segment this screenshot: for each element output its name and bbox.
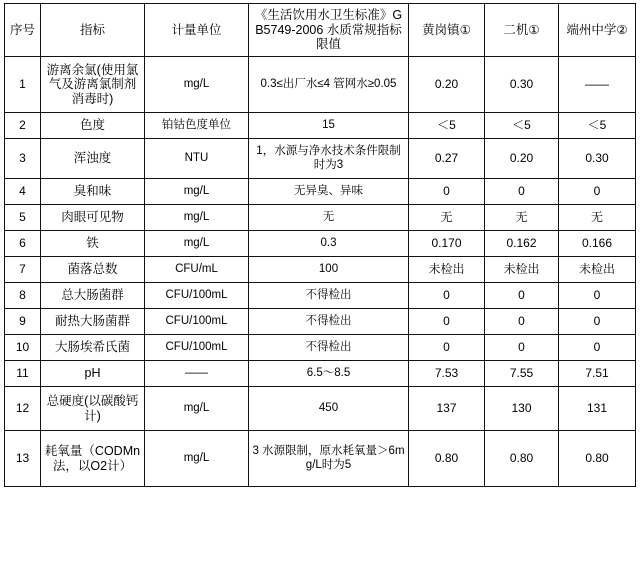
row-unit: mg/L bbox=[145, 179, 249, 205]
row-index: 5 bbox=[5, 205, 41, 231]
row-limit: 无异臭、异味 bbox=[249, 179, 409, 205]
row-value-erji: 0 bbox=[485, 309, 559, 335]
table-body bbox=[5, 57, 636, 487]
row-value-duanzhou: 0 bbox=[559, 283, 636, 309]
row-index: 9 bbox=[5, 309, 41, 335]
row-indicator: 菌落总数 bbox=[41, 257, 145, 283]
row-value-huanggangzhen: 0 bbox=[409, 335, 485, 361]
row-indicator: 耐热大肠菌群 bbox=[41, 309, 145, 335]
row-limit: 1，水源与净水技术条件限制时为3 bbox=[249, 139, 409, 179]
row-value-huanggangzhen: 0.80 bbox=[409, 431, 485, 487]
row-value-huanggangzhen: 0 bbox=[409, 309, 485, 335]
row-value-erji: 0.20 bbox=[485, 139, 559, 179]
row-index: 11 bbox=[5, 361, 41, 387]
row-value-erji: 0 bbox=[485, 335, 559, 361]
row-limit: 无 bbox=[249, 205, 409, 231]
row-value-huanggangzhen: 0 bbox=[409, 179, 485, 205]
row-value-huanggangzhen: 0.170 bbox=[409, 231, 485, 257]
row-limit: 不得检出 bbox=[249, 309, 409, 335]
header-site-erji: 二机① bbox=[485, 4, 559, 57]
row-value-duanzhou: 131 bbox=[559, 387, 636, 431]
row-index: 13 bbox=[5, 431, 41, 487]
row-limit: 0.3 bbox=[249, 231, 409, 257]
row-unit: mg/L bbox=[145, 205, 249, 231]
header-index: 序号 bbox=[5, 4, 41, 57]
table-row bbox=[5, 387, 636, 431]
row-index: 4 bbox=[5, 179, 41, 205]
row-unit: mg/L bbox=[145, 431, 249, 487]
row-limit: 不得检出 bbox=[249, 283, 409, 309]
table-row bbox=[5, 231, 636, 257]
row-value-duanzhou: —— bbox=[559, 57, 636, 113]
row-indicator: 臭和味 bbox=[41, 179, 145, 205]
row-value-duanzhou: 无 bbox=[559, 205, 636, 231]
row-unit: CFU/100mL bbox=[145, 309, 249, 335]
header-row bbox=[5, 4, 636, 57]
row-value-erji: 0.80 bbox=[485, 431, 559, 487]
row-indicator: 色度 bbox=[41, 113, 145, 139]
row-value-huanggangzhen: 未检出 bbox=[409, 257, 485, 283]
row-indicator: 浑浊度 bbox=[41, 139, 145, 179]
water-quality-table bbox=[4, 3, 636, 487]
table-row bbox=[5, 361, 636, 387]
row-index: 3 bbox=[5, 139, 41, 179]
row-value-erji: 130 bbox=[485, 387, 559, 431]
table-row bbox=[5, 283, 636, 309]
row-limit: 0.3≤出厂水≤4 管网水≥0.05 bbox=[249, 57, 409, 113]
row-value-erji: 0.30 bbox=[485, 57, 559, 113]
row-value-huanggangzhen: 无 bbox=[409, 205, 485, 231]
table-row bbox=[5, 257, 636, 283]
row-value-huanggangzhen: ＜5 bbox=[409, 113, 485, 139]
row-indicator: 大肠埃希氏菌 bbox=[41, 335, 145, 361]
row-value-duanzhou: 0.166 bbox=[559, 231, 636, 257]
row-indicator: 游离余氯(使用氯气及游离氯制剂消毒时) bbox=[41, 57, 145, 113]
table-row bbox=[5, 309, 636, 335]
row-unit: mg/L bbox=[145, 231, 249, 257]
row-value-duanzhou: 0 bbox=[559, 179, 636, 205]
row-indicator: 肉眼可见物 bbox=[41, 205, 145, 231]
row-index: 8 bbox=[5, 283, 41, 309]
row-value-duanzhou: 0 bbox=[559, 309, 636, 335]
row-value-huanggangzhen: 137 bbox=[409, 387, 485, 431]
row-index: 2 bbox=[5, 113, 41, 139]
row-value-duanzhou: ＜5 bbox=[559, 113, 636, 139]
row-unit: CFU/100mL bbox=[145, 283, 249, 309]
row-value-duanzhou: 7.51 bbox=[559, 361, 636, 387]
table-row bbox=[5, 57, 636, 113]
row-value-erji: 0 bbox=[485, 179, 559, 205]
row-value-duanzhou: 0.30 bbox=[559, 139, 636, 179]
header-site-huanggangzhen: 黄岗镇① bbox=[409, 4, 485, 57]
table-row bbox=[5, 113, 636, 139]
row-value-huanggangzhen: 0 bbox=[409, 283, 485, 309]
row-value-erji: ＜5 bbox=[485, 113, 559, 139]
table-header bbox=[5, 4, 636, 57]
row-value-huanggangzhen: 0.20 bbox=[409, 57, 485, 113]
row-limit: 450 bbox=[249, 387, 409, 431]
row-indicator: 总大肠菌群 bbox=[41, 283, 145, 309]
row-unit: CFU/100mL bbox=[145, 335, 249, 361]
row-value-duanzhou: 0 bbox=[559, 335, 636, 361]
row-index: 7 bbox=[5, 257, 41, 283]
row-limit: 3 水源限制，原水耗氧量＞6mg/L时为5 bbox=[249, 431, 409, 487]
row-value-duanzhou: 未检出 bbox=[559, 257, 636, 283]
row-value-erji: 7.55 bbox=[485, 361, 559, 387]
row-limit: 6.5～8.5 bbox=[249, 361, 409, 387]
row-unit: NTU bbox=[145, 139, 249, 179]
row-indicator: pH bbox=[41, 361, 145, 387]
header-unit: 计量单位 bbox=[145, 4, 249, 57]
row-index: 6 bbox=[5, 231, 41, 257]
row-indicator: 总硬度(以碳酸钙计) bbox=[41, 387, 145, 431]
row-value-huanggangzhen: 0.27 bbox=[409, 139, 485, 179]
row-index: 10 bbox=[5, 335, 41, 361]
row-indicator: 铁 bbox=[41, 231, 145, 257]
row-limit: 100 bbox=[249, 257, 409, 283]
row-unit: mg/L bbox=[145, 387, 249, 431]
row-indicator: 耗氧量（CODMn法，以O2计） bbox=[41, 431, 145, 487]
header-site-duanzhou-middle-school: 端州中学② bbox=[559, 4, 636, 57]
header-standard-limit: 《生活饮用水卫生标准》GB5749-2006 水质常规指标限值 bbox=[249, 4, 409, 57]
row-value-huanggangzhen: 7.53 bbox=[409, 361, 485, 387]
header-indicator: 指标 bbox=[41, 4, 145, 57]
row-index: 1 bbox=[5, 57, 41, 113]
row-limit: 不得检出 bbox=[249, 335, 409, 361]
table-row bbox=[5, 205, 636, 231]
row-unit: CFU/mL bbox=[145, 257, 249, 283]
row-value-erji: 未检出 bbox=[485, 257, 559, 283]
table-row bbox=[5, 335, 636, 361]
row-value-erji: 0.162 bbox=[485, 231, 559, 257]
row-unit: —— bbox=[145, 361, 249, 387]
table-row bbox=[5, 179, 636, 205]
row-unit: 铂钴色度单位 bbox=[145, 113, 249, 139]
row-value-duanzhou: 0.80 bbox=[559, 431, 636, 487]
row-limit: 15 bbox=[249, 113, 409, 139]
table-row bbox=[5, 431, 636, 487]
row-value-erji: 0 bbox=[485, 283, 559, 309]
row-value-erji: 无 bbox=[485, 205, 559, 231]
row-unit: mg/L bbox=[145, 57, 249, 113]
row-index: 12 bbox=[5, 387, 41, 431]
table-row bbox=[5, 139, 636, 179]
